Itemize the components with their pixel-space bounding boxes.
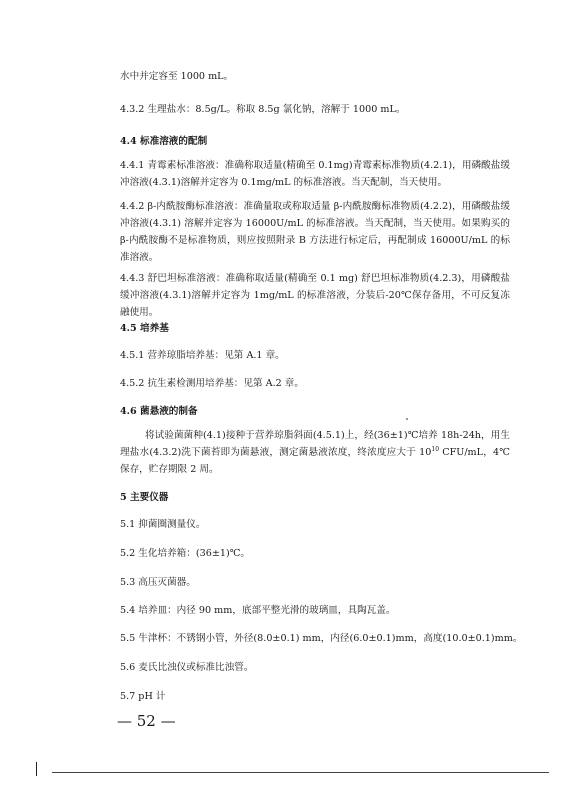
section-4-3-2-saline: 4.3.2 生理盐水：8.5g/L。称取 8.5g 氯化钠，溶解于 1000 mL。	[120, 104, 406, 115]
heading-4-6: 4.6 菌悬液的制备	[120, 406, 198, 417]
section-4-4-2-beta-lactamase: 4.4.2 β-内酰胺酶标准溶液：准确量取或称取适量 β-内酰胺酶标准物质(4.2.2)，用磷酸盐缓冲溶液(4.3.1) 溶解并定容为 16000U/mL 的标准溶液。当天配制，当天使用。如果购买的β-内酰胺酶不是标准物质，则应按照附录 B 方法进行标定后，再配制成 16000U/mL 的标准溶液。	[120, 201, 510, 263]
item-5-3: 5.3 高压灭菌器。	[120, 577, 196, 588]
section-4-5-1-nutrient-agar: 4.5.1 营养琼脂培养基：见第 A.1 章。	[120, 350, 285, 361]
section-4-4-3-sulbactam: 4.4.3 舒巴坦标准溶液：准确称取适量(精确至 0.1 mg) 舒巴坦标准物质(4.2.3)，用磷酸盐缓冲溶液(4.3.1)溶解并定容为 1mg/mL 的标准溶液，分装后-20℃保存备用，不可反复冻融使用。	[120, 273, 510, 318]
item-5-6: 5.6 麦氏比浊仪或标准比浊管。	[120, 662, 254, 673]
footer-rule	[52, 772, 549, 773]
item-5-1: 5.1 抑菌圈测量仪。	[120, 519, 206, 530]
binding-edge-mark	[36, 762, 37, 776]
item-5-4: 5.4 培养皿：内径 90 mm，底部平整光滑的玻璃皿，具陶瓦盖。	[120, 605, 396, 616]
section-4-4-1-penicillin: 4.4.1 青霉素标准溶液：准确称取适量(精确至 0.1mg)青霉素标准物质(4.2.1)，用磷酸盐缓冲溶液(4.3.1)溶解并定容为 0.1mg/mL 的标准溶液。当天配制，当天使用。	[120, 160, 510, 188]
heading-5-instruments: 5 主要仪器	[120, 492, 169, 503]
heading-4-4: 4.4 标准溶液的配制	[120, 136, 208, 147]
page-number: — 52 —	[117, 712, 176, 730]
text-line-water-volume: 水中并定容至 1000 mL。	[120, 71, 234, 82]
exponent: 10	[431, 445, 440, 453]
heading-4-5: 4.5 培养基	[120, 323, 169, 334]
scan-speck	[406, 418, 408, 420]
section-4-5-2-antibiotic-medium: 4.5.2 抗生素检测用培养基：见第 A.2 章。	[120, 378, 304, 389]
section-4-6-suspension-paragraph: 将试验菌菌种(4.1)接种于营养琼脂斜面(4.5.1)上，经(36±1)℃培养 18h-24h，用生理盐水(4.3.2)洗下菌苔即为菌悬液，测定菌悬液浓度，终浓度应大于 $10^{10}$ CFU/mL，4℃保存，贮存期限 2 周。	[120, 430, 510, 475]
item-5-2: 5.2 生化培养箱：(36±1)℃。	[120, 548, 251, 559]
item-5-5: 5.5 牛津杯：不锈钢小管，外径(8.0±0.1) mm，内径(6.0±0.1)mm，高度(10.0±0.1)mm。	[120, 633, 523, 644]
item-5-7: 5.7 pH 计	[120, 691, 166, 702]
